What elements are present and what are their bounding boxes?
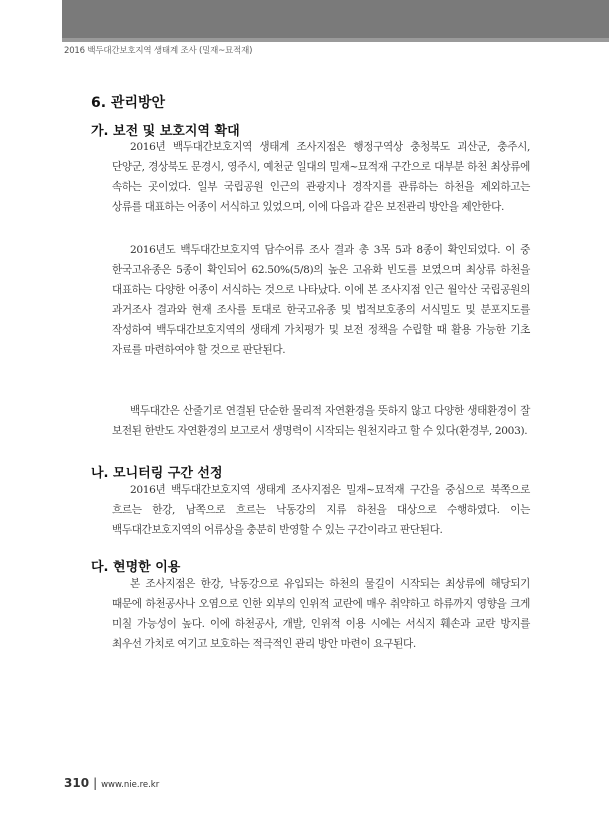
paragraph: 백두대간은 산줄기로 연결된 단순한 물리적 자연환경을 뜻하지 않고 다양한 생태환경이 잘 보전된 한반도 자연환경의 보고로서 생명력이 시작되는 원천지라고 할 수 있다(환경부, 2003). <box>112 405 530 437</box>
footer-url: www.nie.re.kr <box>101 780 160 790</box>
subsection-heading-ga: 가. 보전 및 보호지역 확대 <box>91 124 240 139</box>
paragraph: 2016년 백두대간보호지역 생태계 조사지점은 밀재~묘적재 구간을 중심으로 북쪽으로 흐르는 한강, 남쪽으로 흐르는 낙동강의 지류 하천을 대상으로 수행하였다. 이는 백두대간보호지역의 어류상을 충분히 반영할 수 있는 구간이라고 판단된다. <box>112 484 530 536</box>
paragraph: 2016년 백두대간보호지역 생태계 조사지점은 행정구역상 충청북도 괴산군, 충주시, 단양군, 경상북도 문경시, 영주시, 예천군 일대의 밀재~묘적재 구간으로 대부분 하천 최상류에 속하는 곳이었다. 일부 국립공원 인근의 관광지나 경작지를 관류하는 하천을 제외하고는 상류를 대표하는 어종이 서식하고 있었으며, 이에 다음과 같은 보전관리 방안을 제안한다. <box>112 141 530 213</box>
header-bar <box>0 0 609 38</box>
subsection-heading-da: 다. 현명한 이용 <box>91 560 181 575</box>
section-title: 6. 관리방안 <box>91 95 166 111</box>
paragraph: 본 조사지점은 한강, 낙동강으로 유입되는 하천의 물길이 시작되는 최상류에 해당되기 때문에 하천공사나 오염으로 인한 외부의 인위적 교란에 매우 취약하고 하류까지 영향을 크게 미칠 가능성이 높다. 이에 하천공사, 개발, 인위적 이용 시에는 서식지 훼손과 교란 방지를 최우선 가치로 여기고 보호하는 적극적인 관리 방안 마련이 요구된다. <box>112 578 530 650</box>
running-title: 2016 백두대간보호지역 생태계 조사 (밀재~묘적재) <box>64 46 253 56</box>
header-strip <box>62 38 609 42</box>
page-number: 310 <box>64 776 90 790</box>
subsection-heading-na: 나. 모니터링 구간 선정 <box>91 466 223 481</box>
page-footer <box>64 772 159 791</box>
header-tab <box>0 0 62 38</box>
footer-separator: | <box>93 776 98 790</box>
paragraph: 2016년도 백두대간보호지역 담수어류 조사 결과 총 3목 5과 8종이 확인되었다. 이 중 한국고유종은 5종이 확인되어 62.50%(5/8)의 높은 고유화 빈도를 보였으며 최상류 하천을 대표하는 다양한 어종이 서식하는 것으로 나타났다. 이에 본 조사지점 인근 월악산 국립공원의 과거조사 결과와 현재 조사를 토대로 한국고유종 및 법적보호종의 서식밀도 및 분포지도를 작성하여 백두대간보호지역의 생태계 가치평가 및 보전 정책을 수립할 때 활용 가능한 기초 자료를 마련하여야 할 것으로 판단된다. <box>112 244 530 356</box>
